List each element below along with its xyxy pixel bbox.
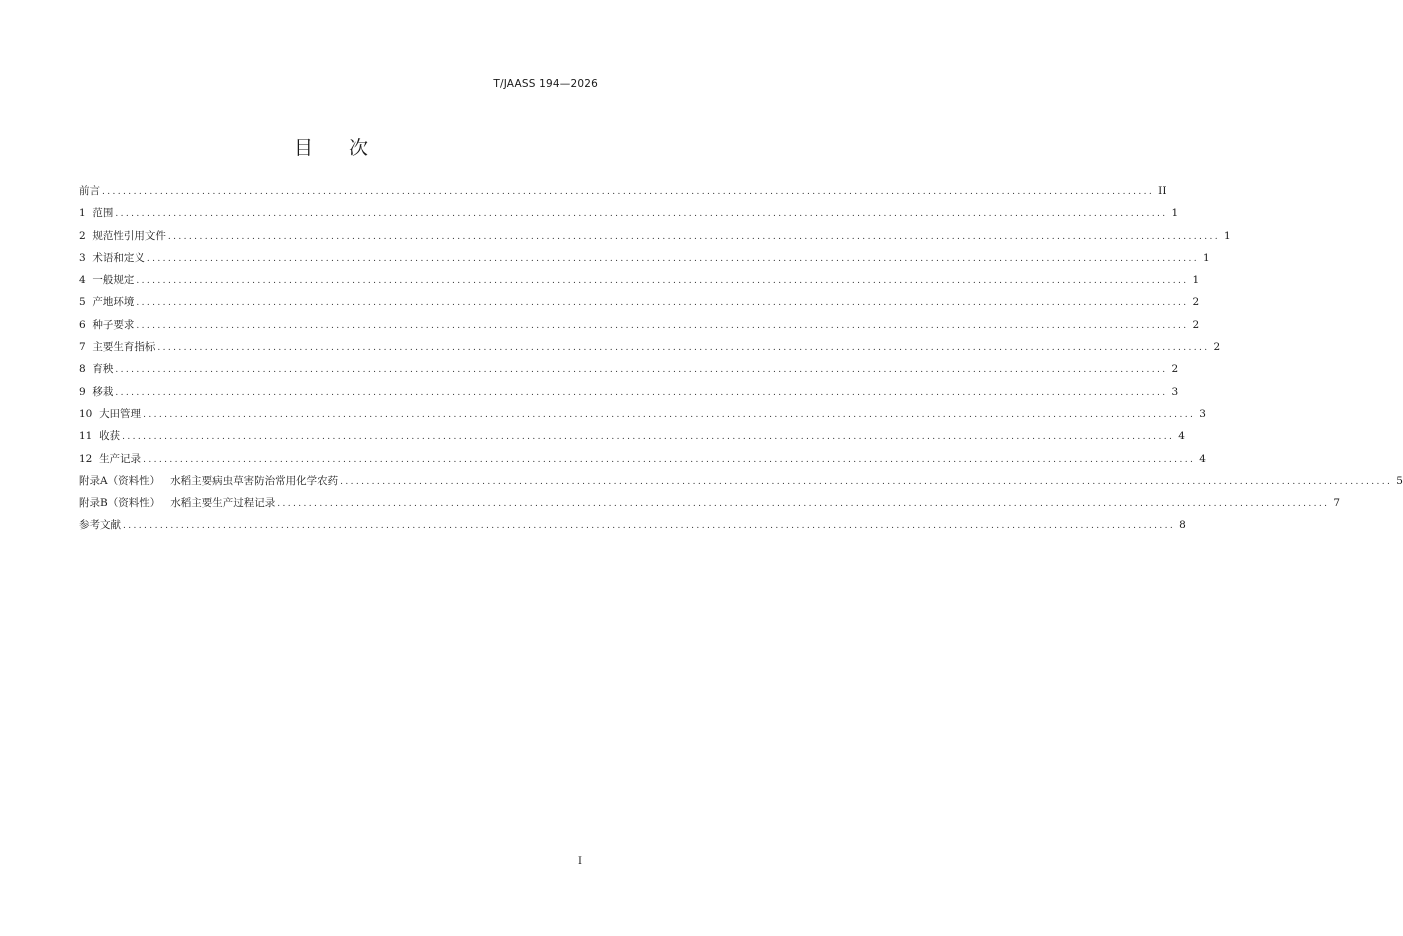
- toc-leader-dots: ........................................................................................................................................................................................................: [102, 187, 1155, 197]
- toc-entry-7[interactable]: [79, 336, 1221, 358]
- toc-entry-label: 前言: [79, 185, 100, 197]
- toc-entry-number: 7: [79, 341, 86, 354]
- toc-entry-label: 参考文献: [79, 519, 121, 532]
- toc-entry-number: 6: [79, 318, 86, 331]
- toc-leader-dots: ........................................................................................................................................................................................................: [146, 253, 1200, 264]
- toc-entry-number: 附录B（资料性）: [79, 497, 161, 510]
- toc-entry-label: 收获: [99, 430, 121, 443]
- toc-entry-5[interactable]: [79, 291, 1200, 313]
- toc-leader-dots: ........................................................................................................................................................................................................: [115, 209, 1168, 220]
- toc-entry-label: 育秧: [92, 363, 114, 376]
- toc-entry-1[interactable]: [79, 202, 1179, 224]
- toc-entry-appendix-b[interactable]: [79, 492, 1341, 514]
- page-number: I: [578, 856, 582, 867]
- toc-entry-label: 水稻主要病虫草害防治常用化学农药: [170, 474, 339, 487]
- toc-entry-label: 规范性引用文件: [92, 229, 166, 242]
- toc-entry-page: 3: [1199, 407, 1206, 420]
- toc-leader-dots: ........................................................................................................................................................................................................: [115, 365, 1168, 376]
- document-code: T/JAASS 194—2026: [493, 78, 598, 90]
- toc-entry-3[interactable]: [79, 247, 1210, 269]
- toc-entry-page: 3: [1171, 385, 1179, 398]
- toc-entry-label: 大田管理: [99, 407, 142, 420]
- toc-entry-label: 种子要求: [92, 318, 135, 331]
- toc-entry-label: 主要生育指标: [92, 341, 156, 354]
- toc-entry-number: 2: [79, 229, 86, 242]
- toc-leader-dots: ........................................................................................................................................................................................................: [122, 432, 1175, 443]
- toc-entry-11[interactable]: [79, 425, 1185, 447]
- toc-entry-page: 1: [1224, 229, 1231, 242]
- toc-leader-dots: ........................................................................................................................................................................................................: [115, 387, 1168, 398]
- toc-entry-label: 范围: [92, 207, 114, 220]
- toc-entry-label: 水稻主要生产过程记录: [170, 497, 276, 510]
- toc-leader-dots: ........................................................................................................................................................................................................: [157, 343, 1210, 354]
- toc-entry-4[interactable]: [79, 269, 1200, 291]
- toc-entry-page: 2: [1213, 341, 1221, 354]
- toc-entry-number: 3: [79, 251, 86, 264]
- toc-entry-number: 1: [79, 207, 86, 220]
- toc-leader-dots: ........................................................................................................................................................................................................: [167, 231, 1221, 242]
- toc-entry-page: 2: [1192, 318, 1200, 331]
- toc-entry-page: 1: [1203, 251, 1210, 264]
- toc-leader-dots: ........................................................................................................................................................................................................: [136, 298, 1189, 309]
- toc-entry-page: 1: [1192, 274, 1200, 287]
- toc-entry-6[interactable]: [79, 314, 1200, 336]
- toc-entry-number: 9: [79, 385, 86, 398]
- toc-entry-12[interactable]: [79, 448, 1206, 470]
- toc-entry-appendix-a[interactable]: [79, 470, 1403, 492]
- toc-entry-number: 11: [79, 430, 93, 443]
- toc-entry-references[interactable]: [79, 514, 1186, 536]
- toc-entry-label: 术语和定义: [92, 251, 145, 264]
- page-title: [0, 133, 662, 160]
- page-title-char-1: 目: [293, 137, 313, 159]
- toc-entry-page: 4: [1199, 452, 1206, 465]
- toc-entry-number: 5: [79, 296, 86, 309]
- toc-entry-2[interactable]: [79, 225, 1231, 247]
- toc-entry-page: II: [1158, 185, 1167, 197]
- toc-entry-foreword[interactable]: [79, 180, 1167, 202]
- toc-leader-dots: ........................................................................................................................................................................................................: [136, 320, 1189, 331]
- toc-entry-number: 4: [79, 274, 86, 287]
- toc-entry-page: 5: [1396, 474, 1403, 487]
- toc-entry-9[interactable]: [79, 381, 1179, 403]
- toc-entry-page: 2: [1192, 296, 1200, 309]
- toc-entry-label: 生产记录: [99, 452, 142, 465]
- table-of-contents: [79, 180, 1403, 537]
- toc-entry-number: 10: [79, 407, 93, 420]
- toc-entry-number: 12: [79, 452, 93, 465]
- toc-entry-number: 附录A（资料性）: [79, 474, 161, 487]
- toc-entry-10[interactable]: [79, 403, 1206, 425]
- toc-entry-page: 7: [1333, 497, 1341, 510]
- toc-entry-page: 1: [1171, 207, 1179, 220]
- toc-entry-label: 产地环境: [92, 296, 135, 309]
- toc-entry-page: 4: [1178, 430, 1185, 443]
- page-title-char-2: 次: [349, 137, 369, 159]
- toc-leader-dots: ........................................................................................................................................................................................................: [123, 521, 1176, 532]
- toc-leader-dots: ........................................................................................................................................................................................................: [143, 454, 1196, 465]
- toc-leader-dots: ........................................................................................................................................................................................................: [136, 276, 1189, 287]
- toc-entry-label: 移栽: [92, 385, 114, 398]
- toc-entry-number: 8: [79, 363, 86, 376]
- toc-leader-dots: ........................................................................................................................................................................................................: [340, 476, 1393, 487]
- toc-entry-label: 一般规定: [92, 274, 135, 287]
- toc-leader-dots: ........................................................................................................................................................................................................: [277, 499, 1330, 510]
- toc-entry-page: 2: [1171, 363, 1179, 376]
- toc-entry-page: 8: [1179, 519, 1186, 532]
- toc-leader-dots: ........................................................................................................................................................................................................: [143, 409, 1196, 420]
- toc-entry-8[interactable]: [79, 358, 1179, 380]
